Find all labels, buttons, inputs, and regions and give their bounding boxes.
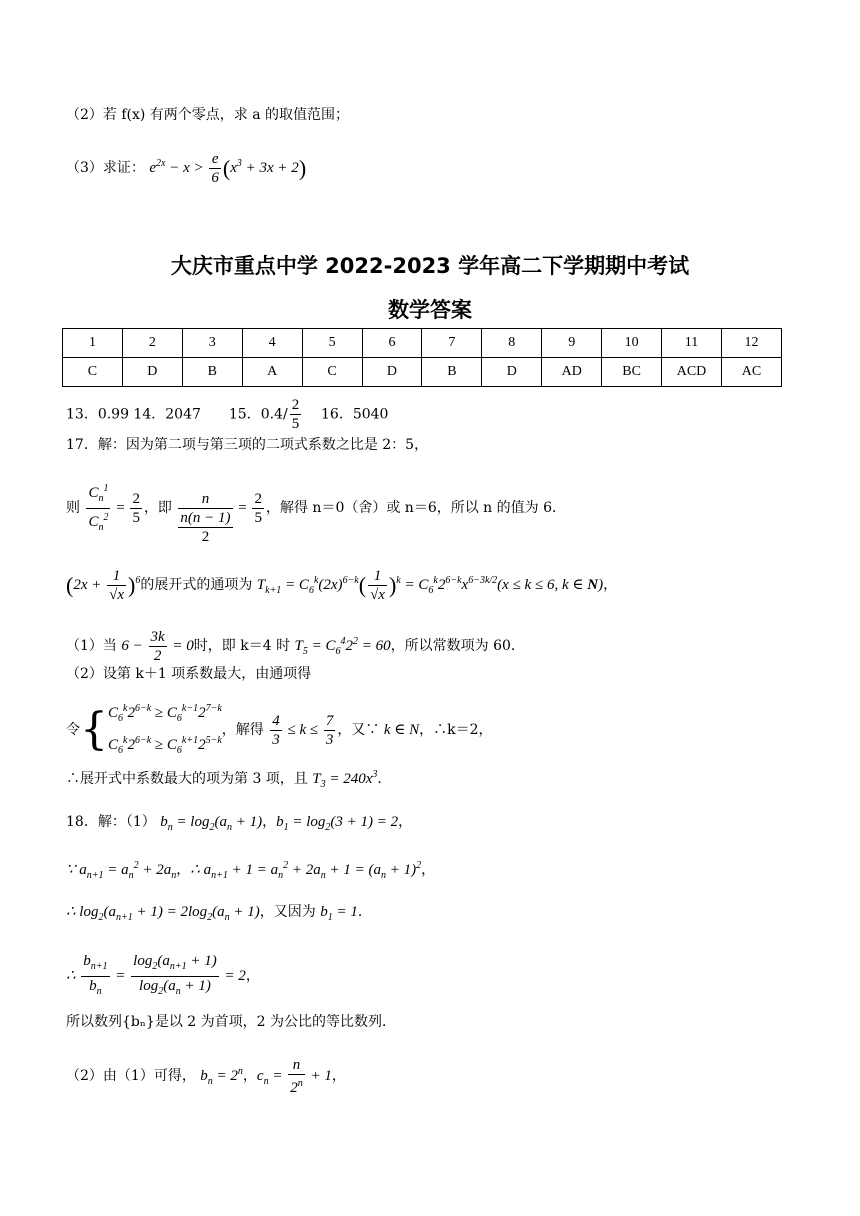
- q17-intro: 17．解：因为第二项与第三项的二项式系数之比是 2：5，: [66, 437, 429, 453]
- table-cell: 7: [422, 329, 482, 358]
- table-cell: B: [422, 358, 482, 387]
- table-cell: 6: [362, 329, 422, 358]
- q17-part2-intro: （2）设第 k＋1 项系数最大，由通项得: [66, 666, 312, 682]
- page-title: 大庆市重点中学 2022-2023 学年高二下学期期中考试: [170, 254, 690, 278]
- q17-general-term: (2x + $\frac{1}{√x}$ )$^6$的展开式的通项为 $T_{k+1} = C_6^k(2x)^{6-k}$( $\frac{1}{√x}$ )$^k = C_6^k2^{6-k}x^{6-3k/2}(x \le k \le 6$, k ∈ N)，: [66, 568, 618, 603]
- fill-in-answers: 13．0.99 14．2047 15．0.4/ $\frac{2}{5}$ 16．5040: [66, 397, 389, 432]
- q17-text: ，解得 n＝0（舍）或 n＝6，所以 n 的值为 6．: [265, 500, 567, 516]
- q18-text: 18．解：（1）: [66, 814, 156, 830]
- table-row-answers: [63, 358, 782, 387]
- table-cell: 3: [182, 329, 242, 358]
- q18-line3: ∴ $\log_2(a_{n+1} + 1) = 2\log_2(a_n + 1)$，又因为 $b_1 = 1$．: [66, 904, 372, 923]
- table-cell: 10: [602, 329, 662, 358]
- table-cell: 8: [482, 329, 542, 358]
- table-cell: D: [482, 358, 542, 387]
- table-cell: AD: [542, 358, 602, 387]
- table-cell: 4: [242, 329, 302, 358]
- q18-line2: ∵ $a_{n+1} = a_n^2 + 2a_n$，∴ $a_{n+1} + 1 = a_n^2 + 2a_n + 1 = (a_n + 1)^2$，: [66, 860, 436, 881]
- fill-in-text: 13．0.99 14．2047 15．0.4/: [66, 406, 288, 423]
- table-cell: D: [362, 358, 422, 387]
- page-subtitle: 数学答案: [388, 298, 472, 322]
- q17-text: ．: [377, 771, 392, 787]
- q17-text: 则: [66, 500, 80, 516]
- q18-conclusion: 所以数列{bₙ}是以 2 为首项，2 为公比的等比数列．: [66, 1014, 396, 1030]
- question-2-text: （2）若 f(x) 有两个零点，求 a 的取值范围；: [66, 107, 350, 123]
- fill-in-16: 16．5040: [321, 406, 389, 423]
- q17-conclusion: ∴展开式中系数最大的项为第 3 项，且 $T_3 = 240x^3$．: [66, 769, 392, 790]
- answer-table: [62, 328, 782, 387]
- table-cell: 1: [63, 329, 123, 358]
- q18-line1: 18．解：（1） $b_n = \log_2(a_n + 1)$，$b_1 = \log_2(3 + 1) = 2$，: [66, 814, 413, 833]
- q17-part2: 令{ $C_6^k2^{6-k} \ge C_6^{k-1}2^{7-k}$ $C_6^k2^{6-k} \ge C_6^{k+1}2^{5-k}$ ，解得 $\frac{4}{3}$ ≤ k ≤ $\frac{7}{3}$ ，又∵ k ∈ N，∴k＝2，: [66, 703, 493, 756]
- q17-text: ，所以常数项为 60．: [390, 637, 525, 654]
- q17-text: ，即: [143, 500, 172, 516]
- q18-ratio: ∴ $\frac{b_{n+1}}{b_n}$ = $\frac{\log_2(a_{n+1} + 1)}{\log_2(a_n + 1)}$ = 2，: [66, 953, 260, 997]
- table-cell: ACD: [662, 358, 722, 387]
- q17-text: ∴展开式中系数最大的项为第 3 项，且: [66, 771, 308, 787]
- table-cell: C: [63, 358, 123, 387]
- q17-text: ，又∵: [337, 722, 380, 738]
- table-cell: C: [302, 358, 362, 387]
- q17-text: （1）当: [66, 637, 117, 654]
- table-cell: BC: [602, 358, 662, 387]
- q17-line2: 则 $\frac{C_n^1}{C_n^2}$ = $\frac{2}{5}$ ，即 n n(n − 1) 2 = $\frac{2}{5}$ ，解得 n＝0（舍）或 n＝6，所以 n 的值为 6．: [66, 470, 566, 546]
- question-3-prefix: （3）求证：: [66, 159, 145, 176]
- q17-text: 的展开式的通项为: [140, 576, 253, 593]
- q18-text: ，又因为: [259, 904, 316, 920]
- q17-text: 时，即 k＝4 时: [193, 637, 291, 654]
- q17-text: 令: [66, 722, 80, 738]
- table-cell: A: [242, 358, 302, 387]
- q17-text: ，∴k＝2，: [419, 722, 493, 738]
- question-2-line: [66, 105, 349, 125]
- q17-text: ，解得: [221, 722, 264, 738]
- q18-part2: （2）由（1）可得， $b_n = 2^n$，$c_n$ = $\frac{n}{2^n}$ + 1，: [66, 1057, 346, 1096]
- table-row-numbers: [63, 329, 782, 358]
- table-cell: B: [182, 358, 242, 387]
- table-cell: D: [122, 358, 182, 387]
- question-3-formula: $e^{2x} - x$ > $\frac{e}{6}$ $(x^3 + 3x + 2)$: [149, 151, 307, 186]
- question-3-line: [66, 150, 306, 187]
- table-cell: 5: [302, 329, 362, 358]
- table-cell: AC: [721, 358, 781, 387]
- q18-text: （2）由（1）可得，: [66, 1067, 196, 1084]
- table-cell: 9: [542, 329, 602, 358]
- table-cell: 12: [721, 329, 781, 358]
- table-cell: 2: [122, 329, 182, 358]
- q17-part1: （1）当 6 − $\frac{3k}{2}$ = 0时，即 k＝4 时 $T_5 = C_6^42^2 = 60$，所以常数项为 60．: [66, 629, 525, 664]
- table-cell: 11: [662, 329, 722, 358]
